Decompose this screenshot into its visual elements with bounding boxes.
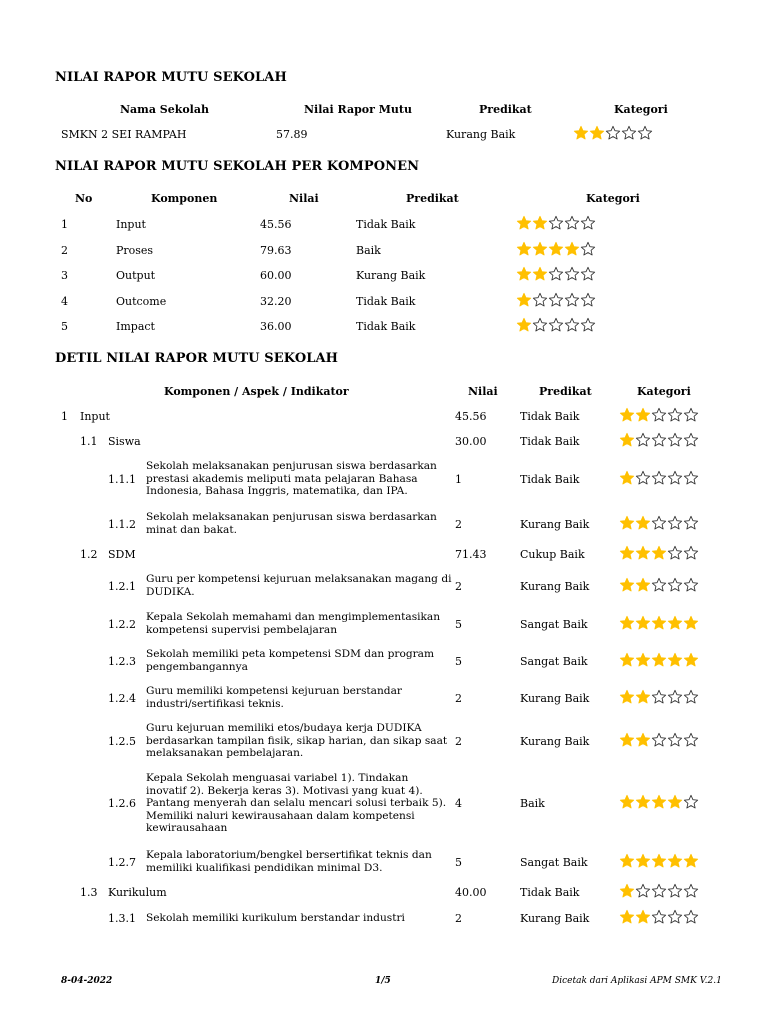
s3-row-star-rating bbox=[619, 883, 699, 901]
s3-row-predikat: Kurang Baik bbox=[520, 517, 590, 531]
star-icon bbox=[651, 909, 667, 925]
star-icon bbox=[564, 215, 580, 231]
s2-row-predikat: Tidak Baik bbox=[356, 295, 416, 308]
star-icon bbox=[637, 125, 653, 141]
star-icon bbox=[573, 125, 589, 141]
star-icon bbox=[683, 470, 699, 486]
star-icon bbox=[619, 577, 635, 593]
star-icon bbox=[651, 794, 667, 810]
star-icon bbox=[683, 909, 699, 925]
star-icon bbox=[619, 470, 635, 486]
s3-row-predikat: Sangat Baik bbox=[520, 855, 588, 869]
s2-row-star-rating bbox=[516, 215, 596, 233]
s2-header-komponen: Komponen bbox=[151, 192, 218, 205]
star-icon bbox=[683, 432, 699, 448]
s2-row-star-rating bbox=[516, 266, 596, 284]
s3-row-nilai: 5 bbox=[455, 654, 462, 668]
s3-row-number: 1.1.2 bbox=[108, 517, 136, 531]
star-icon bbox=[651, 545, 667, 561]
s3-row-predikat: Tidak Baik bbox=[520, 435, 580, 448]
s3-row-star-rating bbox=[619, 470, 699, 488]
star-icon bbox=[683, 732, 699, 748]
s3-row-nilai: 2 bbox=[455, 517, 462, 531]
star-icon bbox=[619, 545, 635, 561]
s2-row-predikat: Tidak Baik bbox=[356, 320, 416, 333]
s3-row-star-rating bbox=[619, 577, 699, 595]
s3-row-number: 1.2.1 bbox=[108, 579, 136, 593]
star-icon bbox=[683, 689, 699, 705]
s2-row-komponen: Output bbox=[116, 269, 156, 282]
s3-row-nilai: 2 bbox=[455, 912, 462, 925]
s1-nama-sekolah: SMKN 2 SEI RAMPAH bbox=[61, 128, 187, 141]
star-icon bbox=[667, 689, 683, 705]
star-icon bbox=[667, 883, 683, 899]
s3-header-komponen: Komponen / Aspek / Indikator bbox=[164, 385, 349, 398]
s3-row-star-rating bbox=[619, 689, 699, 707]
star-icon bbox=[580, 317, 596, 333]
star-icon bbox=[619, 407, 635, 423]
star-icon bbox=[619, 732, 635, 748]
star-icon bbox=[635, 794, 651, 810]
star-icon bbox=[635, 407, 651, 423]
s1-header-nilai: Nilai Rapor Mutu bbox=[304, 103, 412, 116]
s3-row-predikat: Kurang Baik bbox=[520, 691, 590, 705]
star-icon bbox=[635, 515, 651, 531]
s2-row-nilai: 60.00 bbox=[260, 269, 292, 282]
s2-row-star-rating bbox=[516, 292, 596, 310]
star-icon bbox=[516, 215, 532, 231]
s3-row-nilai: 5 bbox=[455, 855, 462, 869]
footer-date: 8-04-2022 bbox=[61, 976, 113, 986]
s3-row-star-rating bbox=[619, 432, 699, 450]
s3-header-nilai: Nilai bbox=[468, 385, 498, 398]
s3-row-predikat: Cukup Baik bbox=[520, 548, 585, 561]
s3-row-nilai: 4 bbox=[455, 797, 462, 810]
s3-row-nilai: 2 bbox=[455, 734, 462, 748]
star-icon bbox=[532, 317, 548, 333]
star-icon bbox=[619, 432, 635, 448]
star-icon bbox=[548, 292, 564, 308]
s3-row-nilai: 45.56 bbox=[455, 410, 487, 423]
star-icon bbox=[516, 292, 532, 308]
s2-header-kategori: Kategori bbox=[586, 192, 640, 205]
star-icon bbox=[635, 652, 651, 668]
s3-row-nilai: 30.00 bbox=[455, 435, 487, 448]
star-icon bbox=[635, 615, 651, 631]
star-icon bbox=[621, 125, 637, 141]
star-icon bbox=[667, 432, 683, 448]
s2-row-komponen: Input bbox=[116, 218, 146, 231]
s3-row-predikat: Baik bbox=[520, 797, 545, 810]
s3-header-predikat: Predikat bbox=[539, 385, 592, 398]
star-icon bbox=[667, 794, 683, 810]
star-icon bbox=[635, 689, 651, 705]
s1-header-predikat: Predikat bbox=[479, 103, 532, 116]
s3-row-star-rating bbox=[619, 853, 699, 871]
star-icon bbox=[548, 241, 564, 257]
s2-row-komponen: Impact bbox=[116, 320, 155, 333]
s3-row-indicator-text: Sekolah melaksanakan penjurusan siswa berdasarkan minat dan bakat. bbox=[146, 511, 437, 536]
s3-row-number: 1.2.2 bbox=[108, 617, 136, 631]
s3-row-predikat: Tidak Baik bbox=[520, 410, 580, 423]
star-icon bbox=[619, 853, 635, 869]
s3-row-nilai: 2 bbox=[455, 579, 462, 593]
star-icon bbox=[667, 615, 683, 631]
s3-row-indicator-text: Guru memiliki kompetensi kejuruan berstandar industri/sertifikasi teknis. bbox=[146, 685, 402, 710]
s3-row-star-rating bbox=[619, 407, 699, 425]
s3-row-indicator-text: Sekolah melaksanakan penjurusan siswa berdasarkan prestasi akademis meliputi mata pelajaran Bahasa Indonesia, Bahasa Inggris, matematika, dan IPA. bbox=[146, 460, 437, 497]
s3-row-star-rating bbox=[619, 515, 699, 533]
star-icon bbox=[580, 215, 596, 231]
s2-row-no: 5 bbox=[61, 320, 68, 333]
star-icon bbox=[619, 652, 635, 668]
star-icon bbox=[619, 794, 635, 810]
star-icon bbox=[580, 241, 596, 257]
s3-row-indicator-text: Sekolah memiliki kurikulum berstandar industri bbox=[146, 912, 405, 924]
s3-header-kategori: Kategori bbox=[637, 385, 691, 398]
s3-row-nilai: 1 bbox=[455, 472, 462, 486]
star-icon bbox=[564, 292, 580, 308]
s3-row-indicator-text: Kepala Sekolah memahami dan mengimplementasikan kompetensi supervisi pembelajaran bbox=[146, 611, 441, 636]
s1-predikat: Kurang Baik bbox=[446, 128, 516, 141]
star-icon bbox=[548, 215, 564, 231]
star-icon bbox=[667, 853, 683, 869]
s2-row-komponen: Proses bbox=[116, 244, 154, 257]
star-icon bbox=[683, 407, 699, 423]
star-icon bbox=[635, 545, 651, 561]
star-icon bbox=[532, 292, 548, 308]
star-icon bbox=[683, 853, 699, 869]
star-icon bbox=[651, 515, 667, 531]
star-icon bbox=[651, 432, 667, 448]
section1-title: NILAI RAPOR MUTU SEKOLAH bbox=[55, 70, 287, 85]
star-icon bbox=[619, 615, 635, 631]
s3-row-number: 1.2.4 bbox=[108, 691, 136, 705]
star-icon bbox=[651, 689, 667, 705]
s3-row-predikat: Kurang Baik bbox=[520, 579, 590, 593]
star-icon bbox=[651, 407, 667, 423]
footer-page-number: 1/5 bbox=[375, 976, 391, 986]
s3-row-number: 1.3 bbox=[80, 886, 98, 899]
star-icon bbox=[667, 407, 683, 423]
s3-row-nilai: 40.00 bbox=[455, 886, 487, 899]
s3-row-star-rating bbox=[619, 652, 699, 670]
s2-row-no: 4 bbox=[61, 295, 68, 308]
s3-row-indicator-text: Kepala Sekolah menguasai variabel 1). Tindakan inovatif 2). Bekerja keras 3). Motivasi yang kuat 4). Pantang menyerah dan selalu mencari solusi terbaik 5). Memiliki naluri kewirausahaan dalam kompetensi kewirausahaan bbox=[146, 772, 447, 834]
s3-row-number: 1.2.7 bbox=[108, 855, 136, 869]
s2-row-komponen: Outcome bbox=[116, 295, 167, 308]
s3-row-predikat: Tidak Baik bbox=[520, 472, 580, 486]
s3-row-number: 1.1 bbox=[80, 435, 98, 448]
s3-row-predikat: Sangat Baik bbox=[520, 617, 588, 631]
s2-header-predikat: Predikat bbox=[406, 192, 459, 205]
s2-row-star-rating bbox=[516, 241, 596, 259]
s1-header-nama: Nama Sekolah bbox=[120, 103, 209, 116]
s1-header-kategori: Kategori bbox=[614, 103, 668, 116]
s3-row-nilai: 71.43 bbox=[455, 548, 487, 561]
star-icon bbox=[683, 545, 699, 561]
star-icon bbox=[667, 732, 683, 748]
s3-row-nilai: 2 bbox=[455, 691, 462, 705]
star-icon bbox=[683, 652, 699, 668]
star-icon bbox=[589, 125, 605, 141]
star-icon bbox=[635, 577, 651, 593]
s3-row-label: Siswa bbox=[108, 435, 141, 448]
s2-row-predikat: Kurang Baik bbox=[356, 269, 426, 282]
star-icon bbox=[619, 689, 635, 705]
s1-nilai: 57.89 bbox=[276, 128, 308, 141]
star-icon bbox=[635, 853, 651, 869]
star-icon bbox=[635, 732, 651, 748]
star-icon bbox=[683, 883, 699, 899]
star-icon bbox=[532, 215, 548, 231]
s3-row-number: 1.1.1 bbox=[108, 472, 136, 486]
star-icon bbox=[516, 241, 532, 257]
s1-star-rating bbox=[573, 125, 653, 143]
s3-row-number: 1.2.5 bbox=[108, 734, 136, 748]
star-icon bbox=[683, 515, 699, 531]
star-icon bbox=[635, 470, 651, 486]
s2-row-nilai: 45.56 bbox=[260, 218, 292, 231]
s3-row-star-rating bbox=[619, 909, 699, 927]
s2-row-nilai: 32.20 bbox=[260, 295, 292, 308]
s2-row-no: 2 bbox=[61, 244, 68, 257]
star-icon bbox=[516, 266, 532, 282]
star-icon bbox=[619, 909, 635, 925]
s2-header-no: No bbox=[75, 192, 93, 205]
star-icon bbox=[532, 241, 548, 257]
footer-printed-by: Dicetak dari Aplikasi APM SMK V.2.1 bbox=[552, 976, 722, 986]
star-icon bbox=[667, 470, 683, 486]
s2-row-no: 3 bbox=[61, 269, 68, 282]
s2-row-star-rating bbox=[516, 317, 596, 335]
s3-row-indicator-text: Kepala laboratorium/bengkel bersertifikat teknis dan memiliki kualifikasi pendidikan minimal D3. bbox=[146, 849, 432, 874]
star-icon bbox=[683, 615, 699, 631]
star-icon bbox=[683, 794, 699, 810]
s3-row-label: Kurikulum bbox=[108, 886, 167, 899]
star-icon bbox=[564, 317, 580, 333]
s3-row-label: Input bbox=[80, 410, 110, 423]
s3-row-number: 1.3.1 bbox=[108, 912, 136, 925]
s3-row-star-rating bbox=[619, 732, 699, 750]
s3-row-indicator-text: Guru kejuruan memiliki etos/budaya kerja DUDIKA berdasarkan tampilan fisik, sikap harian, dan sikap saat melaksanakan pembelajaran. bbox=[146, 722, 448, 759]
star-icon bbox=[580, 266, 596, 282]
s3-row-indicator-text: Guru per kompetensi kejuruan melaksanakan magang di DUDIKA. bbox=[146, 573, 452, 598]
star-icon bbox=[516, 317, 532, 333]
s3-row-nilai: 5 bbox=[455, 617, 462, 631]
s3-row-label: SDM bbox=[108, 548, 136, 561]
star-icon bbox=[605, 125, 621, 141]
star-icon bbox=[619, 883, 635, 899]
s3-row-star-rating bbox=[619, 794, 699, 812]
s2-header-nilai: Nilai bbox=[289, 192, 319, 205]
star-icon bbox=[651, 883, 667, 899]
star-icon bbox=[548, 317, 564, 333]
star-icon bbox=[667, 577, 683, 593]
star-icon bbox=[635, 883, 651, 899]
s3-row-predikat: Sangat Baik bbox=[520, 654, 588, 668]
s2-row-predikat: Tidak Baik bbox=[356, 218, 416, 231]
s2-row-nilai: 36.00 bbox=[260, 320, 292, 333]
star-icon bbox=[651, 652, 667, 668]
s3-row-predikat: Tidak Baik bbox=[520, 886, 580, 899]
section3-title: DETIL NILAI RAPOR MUTU SEKOLAH bbox=[55, 351, 339, 366]
s3-row-number: 1.2 bbox=[80, 548, 98, 561]
s2-row-predikat: Baik bbox=[356, 244, 381, 257]
star-icon bbox=[564, 241, 580, 257]
star-icon bbox=[651, 470, 667, 486]
star-icon bbox=[532, 266, 548, 282]
star-icon bbox=[667, 545, 683, 561]
section2-title: NILAI RAPOR MUTU SEKOLAH PER KOMPONEN bbox=[55, 159, 420, 174]
star-icon bbox=[580, 292, 596, 308]
star-icon bbox=[548, 266, 564, 282]
s3-row-indicator-text: Sekolah memiliki peta kompetensi SDM dan program pengembangannya bbox=[146, 648, 435, 673]
star-icon bbox=[635, 909, 651, 925]
star-icon bbox=[651, 853, 667, 869]
s3-row-star-rating bbox=[619, 545, 699, 563]
star-icon bbox=[667, 652, 683, 668]
star-icon bbox=[651, 732, 667, 748]
s2-row-nilai: 79.63 bbox=[260, 244, 292, 257]
star-icon bbox=[667, 909, 683, 925]
s2-row-no: 1 bbox=[61, 218, 68, 231]
s3-row-number: 1.2.3 bbox=[108, 654, 136, 668]
s3-row-predikat: Kurang Baik bbox=[520, 912, 590, 925]
star-icon bbox=[667, 515, 683, 531]
star-icon bbox=[651, 577, 667, 593]
star-icon bbox=[619, 515, 635, 531]
s3-row-predikat: Kurang Baik bbox=[520, 734, 590, 748]
s3-row-star-rating bbox=[619, 615, 699, 633]
s3-row-number: 1.2.6 bbox=[108, 797, 136, 810]
s3-row-number: 1 bbox=[61, 410, 68, 423]
star-icon bbox=[635, 432, 651, 448]
star-icon bbox=[651, 615, 667, 631]
star-icon bbox=[564, 266, 580, 282]
star-icon bbox=[683, 577, 699, 593]
